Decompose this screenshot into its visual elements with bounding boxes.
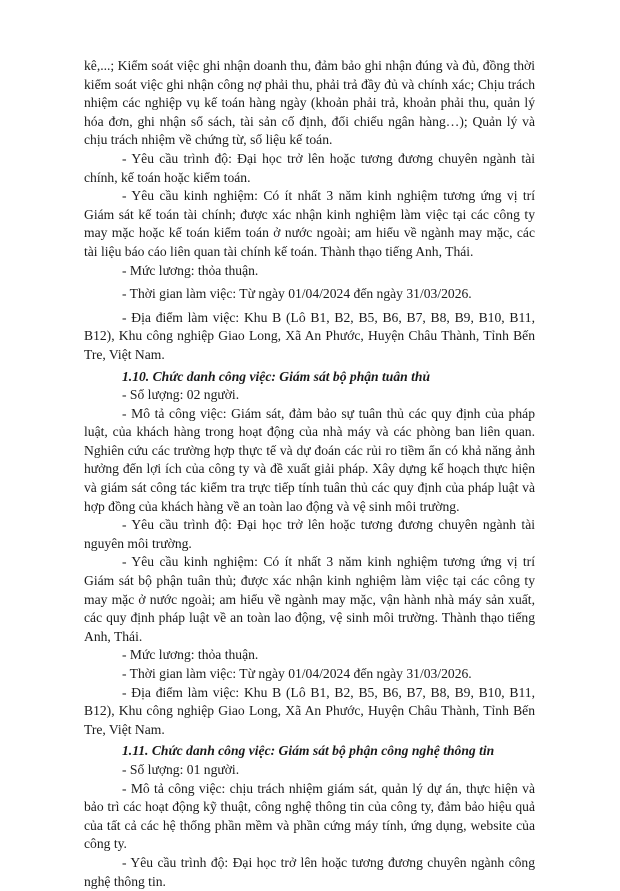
paragraph: kê,...; Kiểm soát việc ghi nhận doanh thu, đảm bảo ghi nhận đúng và đủ, đồng thời kiểm soát việc ghi nhận công nợ phải thu, phải trả đầy đủ và chính xác; Chịu trách nhiệm các nghiệp vụ kế toán hàng ngày (khoản phải trả, khoản phải thu, quản lý hóa đơn, ghi nhận sổ sách, tài sản cố định, đối chiếu ngân hàng…); Quản lý và chịu trách nhiệm về chứng từ, số liệu kế toán. xyxy=(84,58,535,148)
paragraph: - Yêu cầu trình độ: Đại học trở lên hoặc tương đương chuyên ngành tài chính, kế toán hoặc kiểm toán. xyxy=(84,150,535,185)
paragraph: - Yêu cầu trình độ: Đại học trở lên hoặc tương đương chuyên ngành công nghệ thông tin. xyxy=(84,854,535,889)
paragraph: - Mô tả công việc: chịu trách nhiệm giám sát, quản lý dự án, thực hiện và bảo trì các hoạt động kỹ thuật, công nghệ thông tin của công ty, đảm bảo hiệu quả của tất cả các hệ thống phần mềm và phần cứng máy tính, ứng dụng, website của công ty. xyxy=(84,780,535,852)
paragraph: - Số lượng: 02 người. xyxy=(122,387,240,403)
paragraph: - Địa điểm làm việc: Khu B (Lô B1, B2, B5, B6, B7, B8, B9, B10, B11, B12), Khu công nghiệp Giao Long, Xã An Phước, Huyện Châu Thành, Tỉnh Bến Tre, Việt Nam. xyxy=(84,309,535,362)
section-heading: 1.10. Chức danh công việc: Giám sát bộ phận tuân thủ xyxy=(122,368,431,384)
paragraph: - Mô tả công việc: Giám sát, đảm bảo sự tuân thủ các quy định của pháp luật, của khách hàng trong hoạt động của nhà máy và các phòng ban liên quan. Nghiên cứu các trường hợp thực tế và dự đoán các rủi ro tiềm ẩn có khả năng ảnh hưởng đến lợi ích của công ty và đề xuất giải pháp. Xây dựng kế hoạch thực hiện và giám sát công tác kiểm tra trực tiếp tính tuân thủ các quy định của pháp luật và hợp đồng của khách hàng về an toàn lao động và vệ sinh môi trường. xyxy=(84,405,535,514)
paragraph: - Mức lương: thỏa thuận. xyxy=(122,647,259,663)
paragraph: - Mức lương: thỏa thuận. xyxy=(122,262,259,278)
paragraph: - Thời gian làm việc: Từ ngày 01/04/2024 đến ngày 31/03/2026. xyxy=(122,286,472,302)
paragraph: - Địa điểm làm việc: Khu B (Lô B1, B2, B5, B6, B7, B8, B9, B10, B11, B12), Khu công nghiệp Giao Long, Xã An Phước, Huyện Châu Thành, Tỉnh Bến Tre, Việt Nam. xyxy=(84,684,535,737)
document-page xyxy=(84,57,535,891)
paragraph: - Yêu cầu kinh nghiệm: Có ít nhất 3 năm kinh nghiệm tương ứng vị trí Giám sát kế toán tài chính; được xác nhận kinh nghiệm làm việc tại các công ty may mặc hoặc kế toán kiểm toán ở nước ngoài; am hiểu về ngành may mặc, các tài liệu báo cáo liên quan tài chính kế toán. Thành thạo tiếng Anh, Thái. xyxy=(84,188,535,259)
paragraph: - Yêu cầu trình độ: Đại học trở lên hoặc tương đương chuyên ngành tài nguyên môi trường. xyxy=(84,517,535,551)
paragraph: - Thời gian làm việc: Từ ngày 01/04/2024 đến ngày 31/03/2026. xyxy=(122,666,472,681)
paragraph: - Số lượng: 01 người. xyxy=(122,761,240,777)
section-heading: 1.11. Chức danh công việc: Giám sát bộ phận công nghệ thông tin xyxy=(122,743,495,759)
paragraph: - Yêu cầu kinh nghiệm: Có ít nhất 3 năm kinh nghiệm tương ứng vị trí Giám sát bộ phận tuân thủ; được xác nhận kinh nghiệm làm việc tại các công ty may mặc ở nước ngoài; am hiểu về ngành may mặc, vận hành nhà máy sản xuất, các quy định pháp luật về an toàn lao động, vệ sinh môi trường. Thành thạo tiếng Anh, Thái. xyxy=(84,554,535,644)
